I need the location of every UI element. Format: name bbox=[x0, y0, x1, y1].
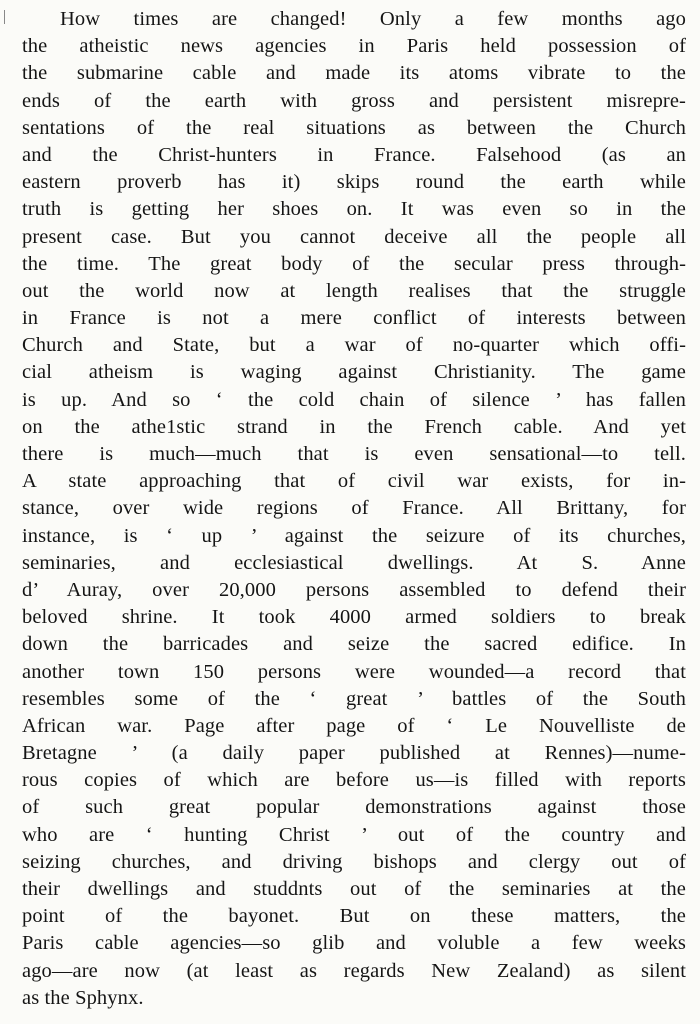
article-line: their dwellings and studdnts out of the seminaries at the bbox=[22, 878, 686, 900]
article-line: Bretagne ’ (a daily paper published at Rennes)—nume- bbox=[22, 742, 686, 765]
article-line: instance, is ‘ up ’ against the seizure of its churches, bbox=[22, 524, 686, 547]
article-line: as the Sphynx. bbox=[22, 986, 144, 1009]
article-line: seminaries, and ecclesiastical dwellings. At S. Anne bbox=[22, 551, 686, 574]
article-line: ago—are now (at least as regards New Zealand) as silent bbox=[22, 959, 686, 982]
article-line: seizing churches, and driving bishops and clergy out of bbox=[22, 850, 686, 873]
article-line: in France is not a mere conflict of interests between bbox=[22, 307, 686, 330]
article-line: down the barricades and seize the sacred edifice. In bbox=[22, 633, 686, 656]
article-line: stance, over wide regions of France. All Brittany, for bbox=[22, 497, 686, 520]
article-line: Church and State, but a war of no-quarter which offi- bbox=[22, 334, 686, 357]
article-line: Paris cable agencies—so glib and voluble a few weeks bbox=[22, 932, 686, 955]
article-line: is up. And so ‘ the cold chain of silence ’ has fallen bbox=[22, 388, 686, 411]
article-line: resembles some of the ‘ great ’ battles of the South bbox=[22, 687, 686, 710]
article-line: beloved shrine. It took 4000 armed soldiers to break bbox=[22, 606, 686, 629]
article-line: the atheistic news agencies in Paris held possession of bbox=[22, 35, 686, 58]
article-line: of such great popular demonstrations against those bbox=[22, 796, 686, 819]
article-line: truth is getting her shoes on. It was even so in the bbox=[22, 198, 686, 221]
article-line: eastern proverb has it) skips round the earth while bbox=[22, 171, 686, 194]
article-line: cial atheism is waging against Christianity. The game bbox=[22, 361, 686, 384]
article-line: out the world now at length realises that the struggle bbox=[22, 279, 686, 302]
article-line: A state approaching that of civil war exists, for in- bbox=[22, 470, 686, 493]
article-line: present case. But you cannot deceive all the people all bbox=[22, 225, 686, 248]
margin-mark bbox=[4, 10, 5, 24]
article-line: who are ‘ hunting Christ ’ out of the country and bbox=[22, 823, 686, 846]
article-line: rous copies of which are before us—is filled with reports bbox=[22, 769, 686, 792]
article-line: the time. The great body of the secular press through- bbox=[22, 252, 686, 275]
article-line: there is much—much that is even sensational—to tell. bbox=[22, 443, 686, 465]
article-line: sentations of the real situations as between the Church bbox=[22, 116, 686, 139]
article-line: and the Christ-hunters in France. Falsehood (as an bbox=[22, 143, 686, 166]
article-line: point of the bayonet. But on these matters, the bbox=[22, 905, 686, 928]
article-line: on the athe1stic strand in the French cable. And yet bbox=[22, 415, 686, 438]
article-line: the submarine cable and made its atoms vibrate to the bbox=[22, 62, 686, 85]
article-line: ends of the earth with gross and persistent misrepre- bbox=[22, 89, 686, 112]
article-line: African war. Page after page of ‘ Le Nouvelliste de bbox=[22, 714, 686, 737]
article-line: How times are changed! Only a few months ago bbox=[60, 8, 686, 30]
article-column bbox=[22, 6, 686, 1012]
article-line: another town 150 persons were wounded—a record that bbox=[22, 660, 686, 683]
article-line: d’ Auray, over 20,000 persons assembled to defend their bbox=[22, 578, 686, 601]
